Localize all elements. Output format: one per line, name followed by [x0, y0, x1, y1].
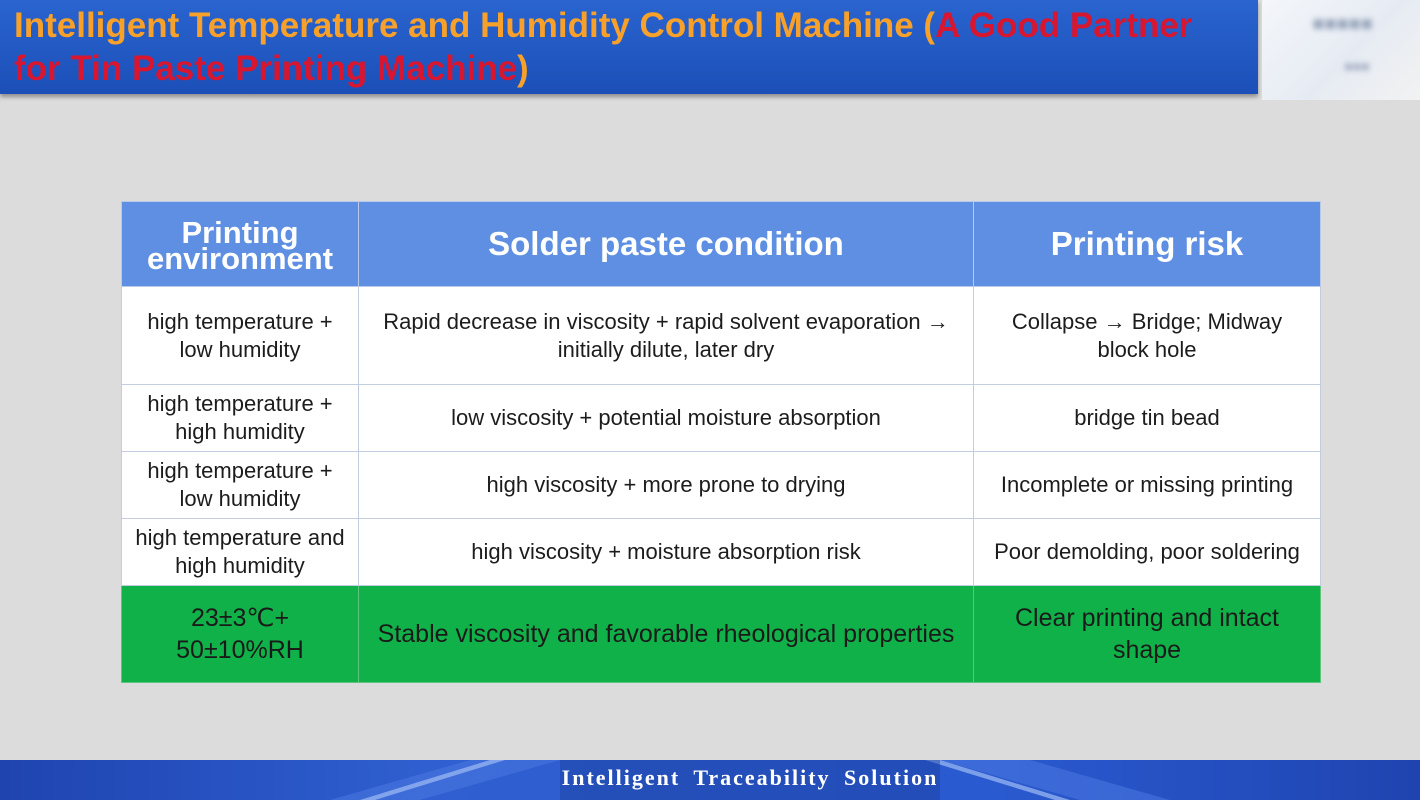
- cell-condition: high viscosity + moisture absorption risk: [359, 519, 974, 586]
- header-printing-environment: Printing environment: [122, 202, 359, 287]
- cell-risk: Incomplete or missing printing: [974, 452, 1321, 519]
- footer-bar: [0, 760, 1420, 800]
- cell-environment: high temperature + high humidity: [122, 385, 359, 452]
- logo-line-1: ■■■■■: [1312, 13, 1373, 35]
- cell-risk: Collapse → Bridge; Midway block hole: [974, 287, 1321, 385]
- printing-environment-table: [121, 201, 1321, 683]
- title-close-paren: ): [517, 49, 529, 88]
- cell-environment: high temperature + low humidity: [122, 452, 359, 519]
- table-row: [122, 519, 1321, 586]
- title-bar: [0, 0, 1258, 94]
- table-row: [122, 385, 1321, 452]
- cell-condition: high viscosity + more prone to drying: [359, 452, 974, 519]
- ideal-conditions-row: [122, 586, 1321, 683]
- cell-condition: low viscosity + potential moisture absorption: [359, 385, 974, 452]
- cell-environment: high temperature and high humidity: [122, 519, 359, 586]
- title-highlight: A Good Partner for Tin Paste Printing Machine: [14, 6, 1193, 88]
- title-main: Intelligent Temperature and Humidity Control Machine (: [14, 6, 936, 45]
- company-logo-icon: [1262, 0, 1420, 100]
- cell-environment: 23±3℃+ 50±10%RH: [122, 586, 359, 683]
- cell-condition: Stable viscosity and favorable rheological properties: [359, 586, 974, 683]
- cell-risk: Clear printing and intact shape: [974, 586, 1321, 683]
- cell-environment: high temperature + low humidity: [122, 287, 359, 385]
- slide-title: [14, 4, 1244, 90]
- cell-risk: bridge tin bead: [974, 385, 1321, 452]
- header-printing-risk: Printing risk: [974, 202, 1321, 287]
- logo-line-2: ■■■: [1344, 58, 1370, 74]
- table-header-row: [122, 202, 1321, 287]
- header-solder-paste-condition: Solder paste condition: [359, 202, 974, 287]
- table-row: [122, 287, 1321, 385]
- cell-risk: Poor demolding, poor soldering: [974, 519, 1321, 586]
- footer-tagline: Intelligent Traceability Solution: [561, 765, 939, 790]
- cell-condition: Rapid decrease in viscosity + rapid solvent evaporation → initially dilute, later dry: [359, 287, 974, 385]
- table-row: [122, 452, 1321, 519]
